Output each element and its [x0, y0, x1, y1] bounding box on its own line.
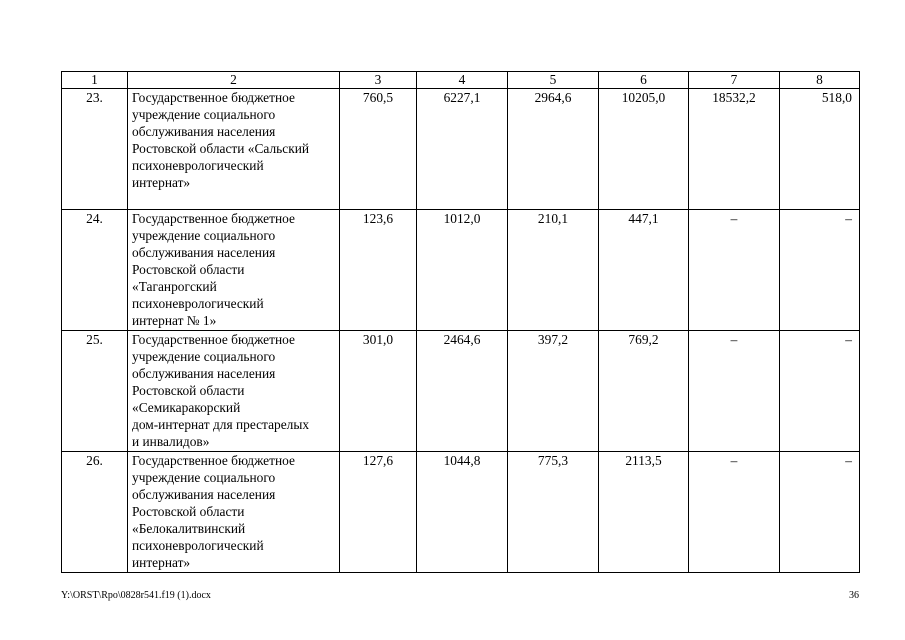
institution-name-cell	[128, 452, 340, 573]
row-number-cell: 26.	[62, 452, 128, 573]
table-row	[62, 331, 860, 452]
institution-name-line: Государственное бюджетное	[132, 211, 295, 226]
institution-name-cell	[128, 210, 340, 331]
header-cell: 5	[508, 72, 599, 89]
institution-name-line: Ростовской области «Сальский	[132, 141, 310, 156]
header-cell: 1	[62, 72, 128, 89]
institution-name-line: Государственное бюджетное	[132, 332, 295, 347]
footer-file-path: Y:\ORST\Rpo\0828r541.f19 (1).docx	[61, 590, 211, 601]
institution-name-line: Ростовской области	[132, 383, 245, 398]
table-body	[62, 72, 860, 573]
value-cell-col-6: 447,1	[599, 210, 689, 331]
header-cell: 2	[128, 72, 340, 89]
header-cell: 8	[780, 72, 860, 89]
value-cell-col-3: 127,6	[340, 452, 417, 573]
institution-name-line: психоневрологический	[132, 538, 264, 553]
value-cell-col-4: 2464,6	[417, 331, 508, 452]
value-cell-col-8: –	[780, 210, 860, 331]
header-cell: 3	[340, 72, 417, 89]
value-cell-col-5: 397,2	[508, 331, 599, 452]
institution-name-line: психоневрологический	[132, 296, 264, 311]
value-cell-col-7: –	[689, 452, 780, 573]
value-cell-col-5: 2964,6	[508, 89, 599, 210]
header-cell: 6	[599, 72, 689, 89]
value-cell-col-8: –	[780, 452, 860, 573]
institution-name-line: «Семикаракорский	[132, 400, 241, 415]
value-cell-col-5: 210,1	[508, 210, 599, 331]
table-header-row	[62, 72, 860, 89]
value-cell-col-6: 10205,0	[599, 89, 689, 210]
header-cell: 7	[689, 72, 780, 89]
value-cell-col-5: 775,3	[508, 452, 599, 573]
institution-name-line: Государственное бюджетное	[132, 90, 295, 105]
row-number-cell: 25.	[62, 331, 128, 452]
value-cell-col-7: –	[689, 210, 780, 331]
value-cell-col-8: 518,0	[780, 89, 860, 210]
value-cell-col-4: 6227,1	[417, 89, 508, 210]
institution-name-line: психоневрологический	[132, 158, 264, 173]
row-number-cell: 24.	[62, 210, 128, 331]
institution-name-line: Ростовской области	[132, 262, 245, 277]
value-cell-col-4: 1044,8	[417, 452, 508, 573]
value-cell-col-6: 769,2	[599, 331, 689, 452]
value-cell-col-6: 2113,5	[599, 452, 689, 573]
institution-name-line: обслуживания населения	[132, 124, 276, 139]
value-cell-col-3: 123,6	[340, 210, 417, 331]
institution-name-line: дом-интернат для престарелых	[132, 417, 310, 432]
value-cell-col-4: 1012,0	[417, 210, 508, 331]
value-cell-col-3: 760,5	[340, 89, 417, 210]
institution-name-cell	[128, 331, 340, 452]
value-cell-col-7: 18532,2	[689, 89, 780, 210]
institution-name-line: интернат № 1»	[132, 313, 217, 328]
institution-name-line: учреждение социального	[132, 349, 276, 364]
institution-name-line: обслуживания населения	[132, 487, 276, 502]
header-cell: 4	[417, 72, 508, 89]
institution-name-line: «Таганрогский	[132, 279, 217, 294]
row-number-cell: 23.	[62, 89, 128, 210]
institution-name-line: учреждение социального	[132, 470, 276, 485]
table-row	[62, 89, 860, 210]
institution-name-line: обслуживания населения	[132, 245, 276, 260]
institution-name-line: обслуживания населения	[132, 366, 276, 381]
institution-name-line: интернат»	[132, 175, 191, 190]
footer-page-number: 36	[849, 590, 859, 601]
institution-name-line: учреждение социального	[132, 228, 276, 243]
institution-name-line: учреждение социального	[132, 107, 276, 122]
table-row	[62, 452, 860, 573]
value-cell-col-8: –	[780, 331, 860, 452]
value-cell-col-3: 301,0	[340, 331, 417, 452]
institution-name-line: Ростовской области	[132, 504, 245, 519]
value-cell-col-7: –	[689, 331, 780, 452]
data-table	[61, 71, 860, 573]
institution-name-cell	[128, 89, 340, 210]
institution-name-line: «Белокалитвинский	[132, 521, 246, 536]
institution-name-line: интернат»	[132, 555, 191, 570]
institution-name-line: Государственное бюджетное	[132, 453, 295, 468]
institution-name-line: и инвалидов»	[132, 434, 210, 449]
table-row	[62, 210, 860, 331]
